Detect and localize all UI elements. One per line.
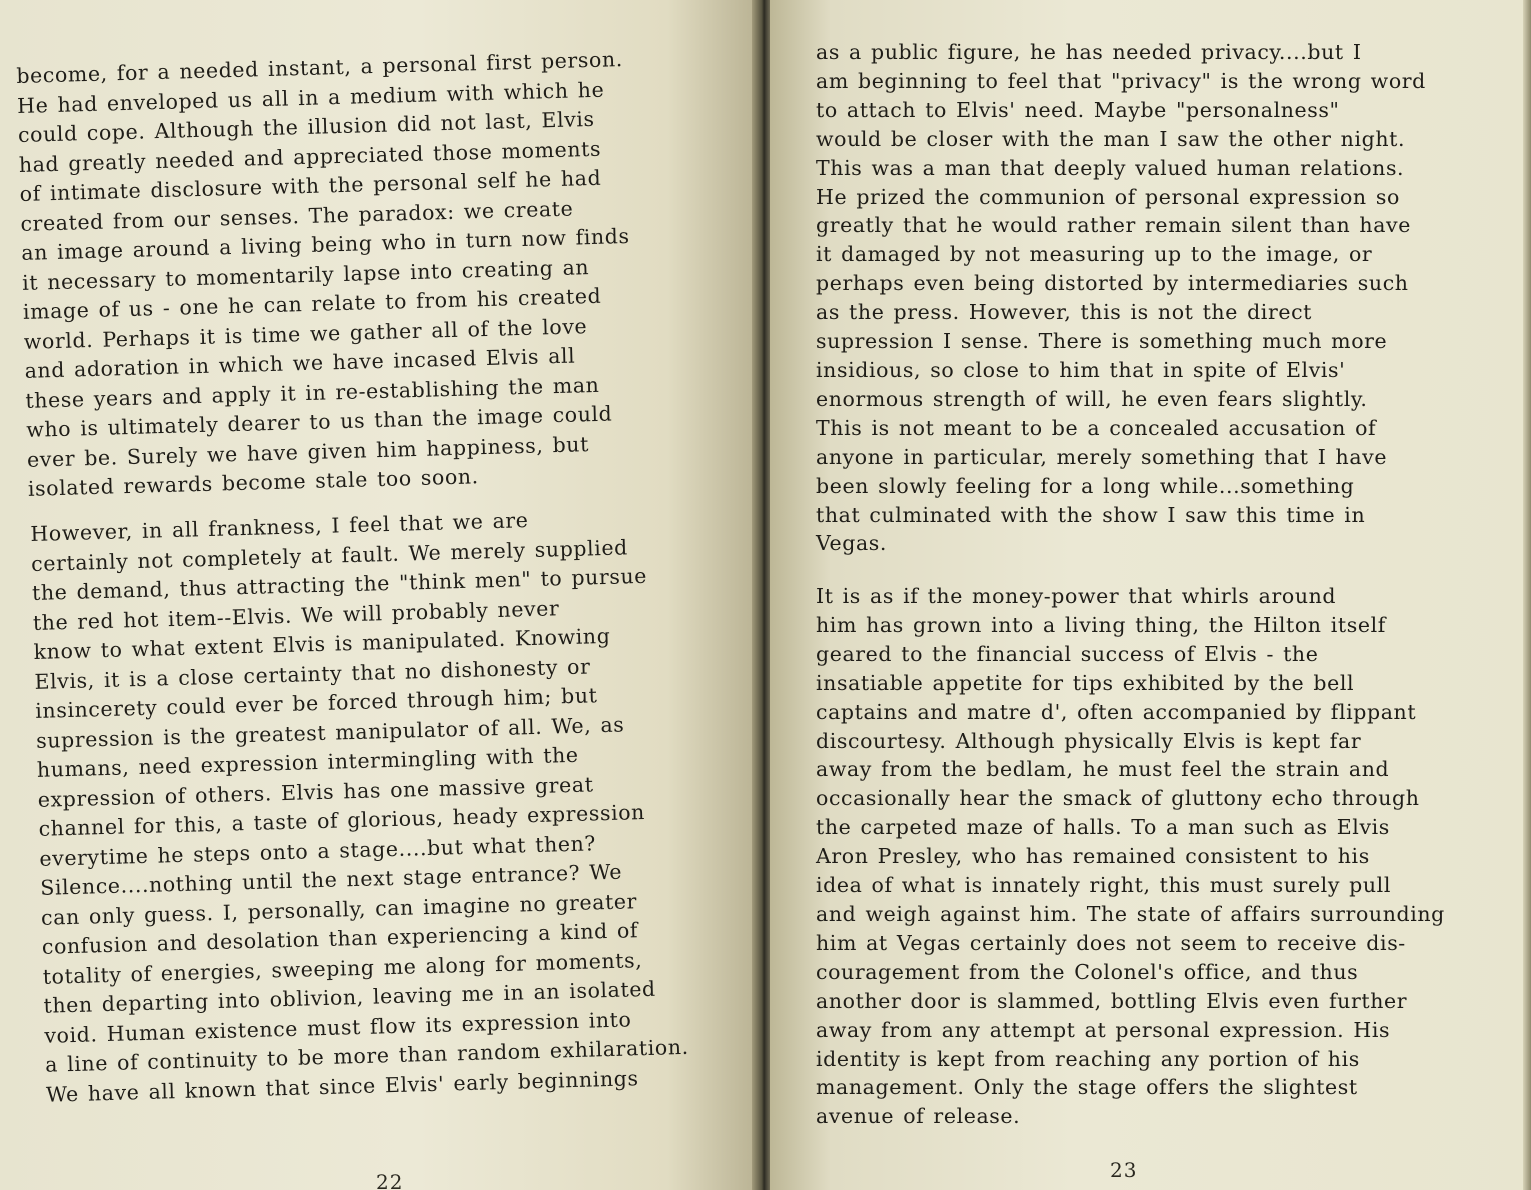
right-page-paragraph-1: as a public figure, he has needed privacy....but I am beginning to feel that "privacy" is the wrong word to attach to Elvis' need. Maybe "personalness" would be closer with the man I saw the other night. This was a man that deeply valued human relations. He prized the communion of personal expression so greatly that he would rather remain silent than have it damaged by not measuring up to the image, or perhaps even being distorted by intermediaries such as the press. However, this is not the direct supression I sense. There is something much more insidious, so close to him that in spite of Elvis' enormous strength of will, he even fears slightly. This is not meant to be a concealed accusation of anyone in particular, merely something that I have been slowly feeling for a long while...something that culminated with the show I saw this time in Vegas. (816, 40, 1426, 556)
page-edge-shadow (1523, 0, 1531, 1190)
left-page-paragraph-1: become, for a needed instant, a personal first person. He had enveloped us all in a medium with which he could cope. Although the illusion did not last, Elvis had greatly needed and appreciated those moments of intimate disclosure with the personal self he had created from our senses. The paradox: we create an image around a living being who in turn now finds it necessary to momentarily lapse into creating an image of us - one he can relate to from his created world. Perhaps it is time we gather all of the love and adoration in which we have incased Elvis all these years and apply it in re-establishing the man who is ultimately dearer to us than the image could ever be. Surely we have given him happiness, but isolated rewards become stale too soon. (16, 47, 630, 501)
left-page (0, 0, 758, 1190)
right-page-paragraph-2: It is as if the money-power that whirls around him has grown into a living thing, the Hilton itself geared to the financial success of Elvis - the insatiable appetite for tips exhibited by the bell captains and matre d', often accompanied by flippant discourtesy. Although physically Elvis is kept far away from the bedlam, he must feel the strain and occasionally hear the smack of gluttony echo through the carpeted maze of halls. To a man such as Elvis Aron Presley, who has remained consistent to his idea of what is innately right, this must surely pull and weigh against him. The state of affairs surrounding him at Vegas certainly does not seem to receive dis- couragement from the Colonel's office, and thus another door is slammed, bottling Elvis even further away from any attempt at personal expression. His identity is kept from reaching any portion of his management. Only the stage offers the slightest avenue of release. (816, 584, 1445, 1129)
left-page-paragraph-2: However, in all frankness, I feel that we are certainly not completely at fault. We merely supplied the demand, thus attracting the "think men" to pursue the red hot item--Elvis. We will probably never know to what extent Elvis is manipulated. Knowing Elvis, it is a close certainty that no dishonesty or insincerety could ever be forced through him; but supression is the greatest manipulator of all. We, as humans, need expression intermingling with the expression of others. Elvis has one massive great channel for this, a taste of glorious, heady expression everytime he steps onto a stage....but what then? Silence....nothing until the next stage entrance? We can only guess. I, personally, can imagine no greater confusion and desolation than experiencing a kind of totality of energies, sweeping me along for moments, then departing into oblivion, leaving me in an isolated void. Human existence must flow its expression into a line of continuity to be more than random exhilaration. We have all known that since Elvis' early beginnings (30, 508, 690, 1107)
right-page (770, 0, 1531, 1190)
right-page-number: 23 (1110, 1158, 1138, 1182)
left-page-number: 22 (376, 1170, 404, 1190)
